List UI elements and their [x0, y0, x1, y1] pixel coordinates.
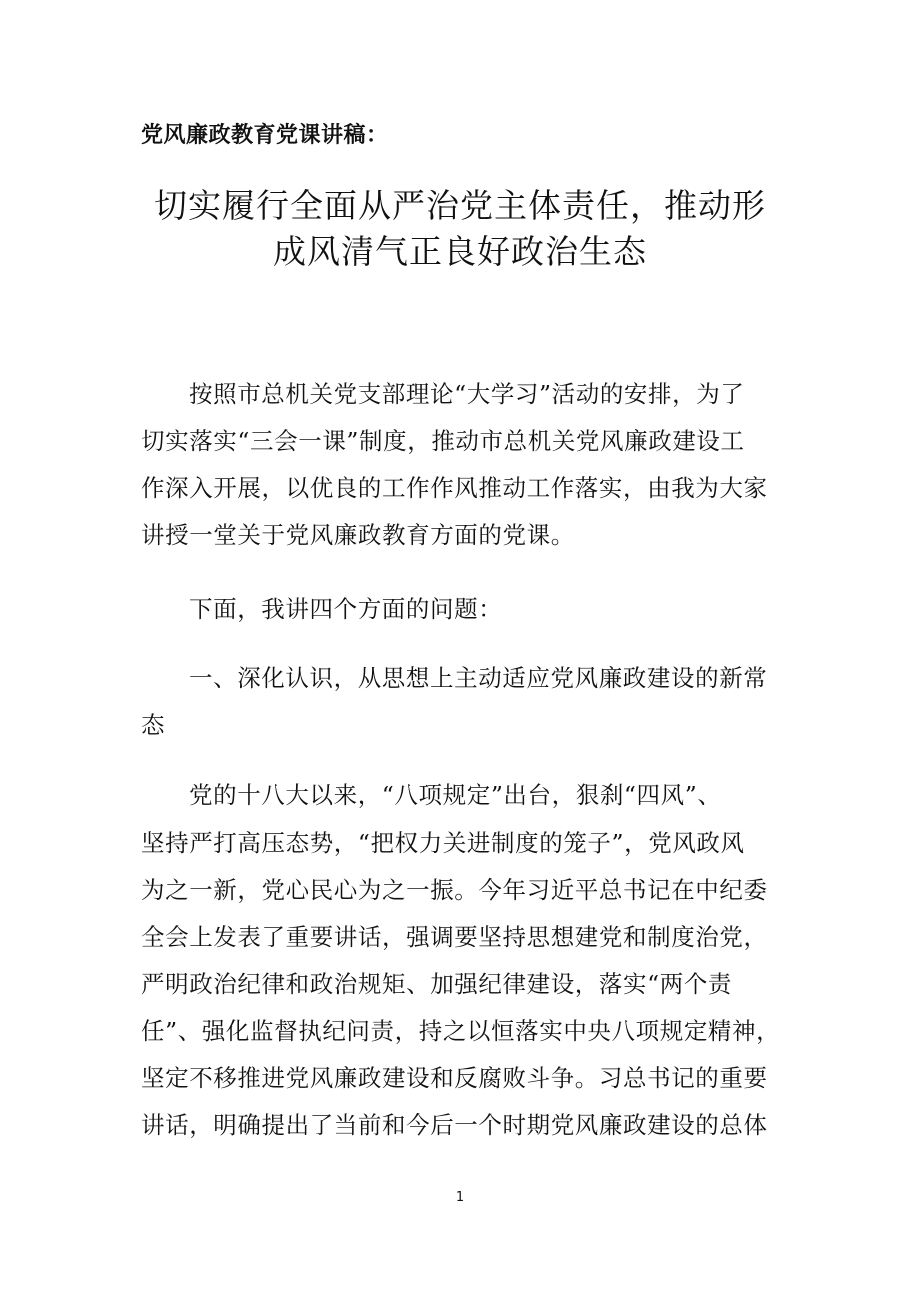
- document-title-line-1: 切实履行全面从严治党主体责任，推动形: [154, 186, 766, 225]
- body-line: 坚定不移推进党风廉政建设和反腐败斗争。习总书记的重要: [141, 1064, 768, 1092]
- body-line: 按照市总机关党支部理论“大学习”活动的安排，为了: [189, 380, 745, 408]
- body-line: 讲话，明确提出了当前和今后一个时期党风廉政建设的总体: [141, 1111, 768, 1139]
- body-line: 严明政治纪律和政治规矩、加强纪律建设，落实“两个责: [141, 970, 733, 998]
- body-line: 切实落实“三会一课”制度，推动市总机关党风廉政建设工: [141, 427, 745, 455]
- body-line: 作深入开展，以优良的工作作风推动工作落实，由我为大家: [141, 474, 768, 502]
- section-heading-line: 态: [141, 711, 166, 739]
- body-line: 讲授一堂关于党风廉政教育方面的党课。: [141, 521, 575, 549]
- section-heading-line: 一、深化认识，从思想上主动适应党风廉政建设的新常: [189, 664, 768, 692]
- body-line: 全会上发表了重要讲话，强调要坚持思想建党和制度治党，: [141, 923, 768, 951]
- body-line: 党的十八大以来，“八项规定”出台，狠刹“四风”、: [189, 781, 722, 809]
- body-line: 为之一新，党心民心为之一振。今年习近平总书记在中纪委: [141, 876, 768, 904]
- body-line: 任”、强化监督执纪问责，持之以恒落实中央八项规定精神，: [141, 1017, 781, 1045]
- document-subtitle: 党风廉政教育党课讲稿：: [141, 122, 389, 148]
- body-line: 坚持严打高压态势，“把权力关进制度的笼子”，党风政风: [141, 829, 745, 857]
- page-number: 1: [455, 1190, 465, 1205]
- document-title-line-2: 成风清气正良好政治生态: [273, 232, 647, 271]
- body-line: 下面，我讲四个方面的问题：: [189, 595, 503, 623]
